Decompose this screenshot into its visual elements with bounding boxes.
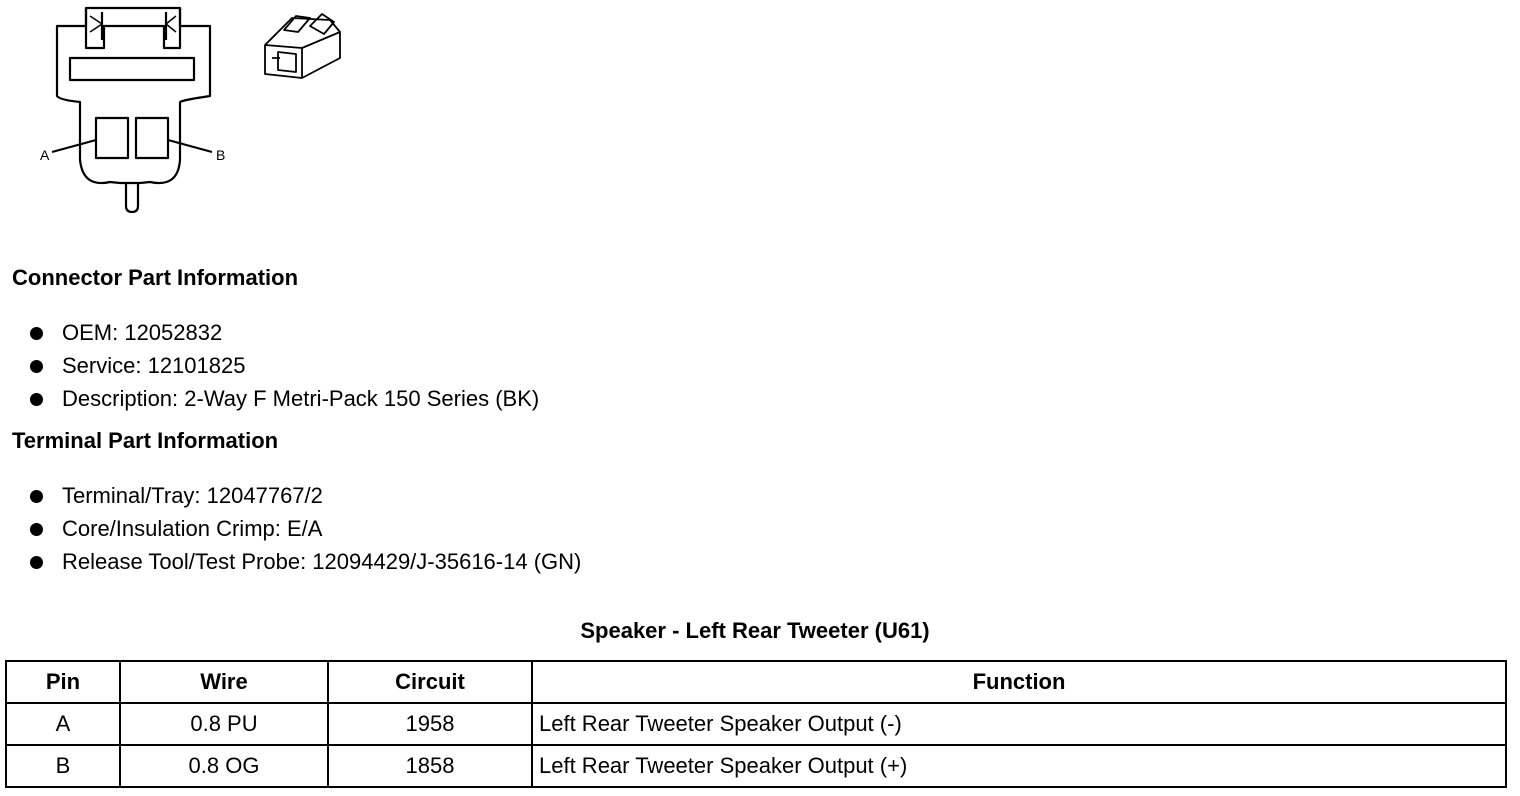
cell-function: Left Rear Tweeter Speaker Output (-) [532, 703, 1506, 745]
cell-circuit: 1958 [328, 703, 532, 745]
connector-part-heading: Connector Part Information [12, 265, 299, 290]
bullet-icon [30, 490, 43, 503]
table-header-row [6, 661, 1506, 703]
connector-body-outline [57, 8, 210, 183]
pin-b-label: B [216, 147, 226, 163]
service-number: Service: 12101825 [62, 353, 246, 378]
bullet-icon [30, 360, 43, 373]
list-item [0, 349, 539, 382]
cell-function: Left Rear Tweeter Speaker Output (+) [532, 745, 1506, 787]
pin-a-label: A [40, 147, 50, 163]
pinout-table [5, 660, 1507, 788]
terminal-part-heading: Terminal Part Information [12, 428, 279, 453]
cell-pin: B [6, 745, 120, 787]
table-caption: Speaker - Left Rear Tweeter (U61) [580, 618, 930, 643]
cavity-a [96, 118, 128, 158]
pin-a-leader [52, 140, 96, 152]
header-wire: Wire [120, 661, 328, 703]
connector-diagram [0, 0, 400, 220]
bullet-icon [30, 327, 43, 340]
cell-circuit: 1858 [328, 745, 532, 787]
terminal-tray: Terminal/Tray: 12047767/2 [62, 483, 323, 508]
crimp-info: Core/Insulation Crimp: E/A [62, 516, 323, 541]
table-row [6, 745, 1506, 787]
list-item [0, 316, 539, 349]
terminal-part-list [0, 479, 581, 578]
header-circuit: Circuit [328, 661, 532, 703]
header-pin: Pin [6, 661, 120, 703]
cell-wire: 0.8 PU [120, 703, 328, 745]
cell-wire: 0.8 OG [120, 745, 328, 787]
bullet-icon [30, 556, 43, 569]
connector-isometric-view [265, 14, 340, 78]
list-item [0, 479, 581, 512]
oem-number: OEM: 12052832 [62, 320, 223, 345]
connector-part-list [0, 316, 539, 415]
connector-description: Description: 2-Way F Metri-Pack 150 Series (BK) [62, 386, 540, 411]
list-item [0, 512, 581, 545]
release-tool: Release Tool/Test Probe: 12094429/J-35616-14 (GN) [62, 549, 582, 574]
list-item [0, 545, 581, 578]
cavity-b [136, 118, 168, 158]
locating-post [126, 182, 138, 212]
cell-pin: A [6, 703, 120, 745]
list-item [0, 382, 539, 415]
bullet-icon [30, 523, 43, 536]
header-function: Function [532, 661, 1506, 703]
bullet-icon [30, 393, 43, 406]
pin-b-leader [168, 140, 212, 152]
table-row [6, 703, 1506, 745]
